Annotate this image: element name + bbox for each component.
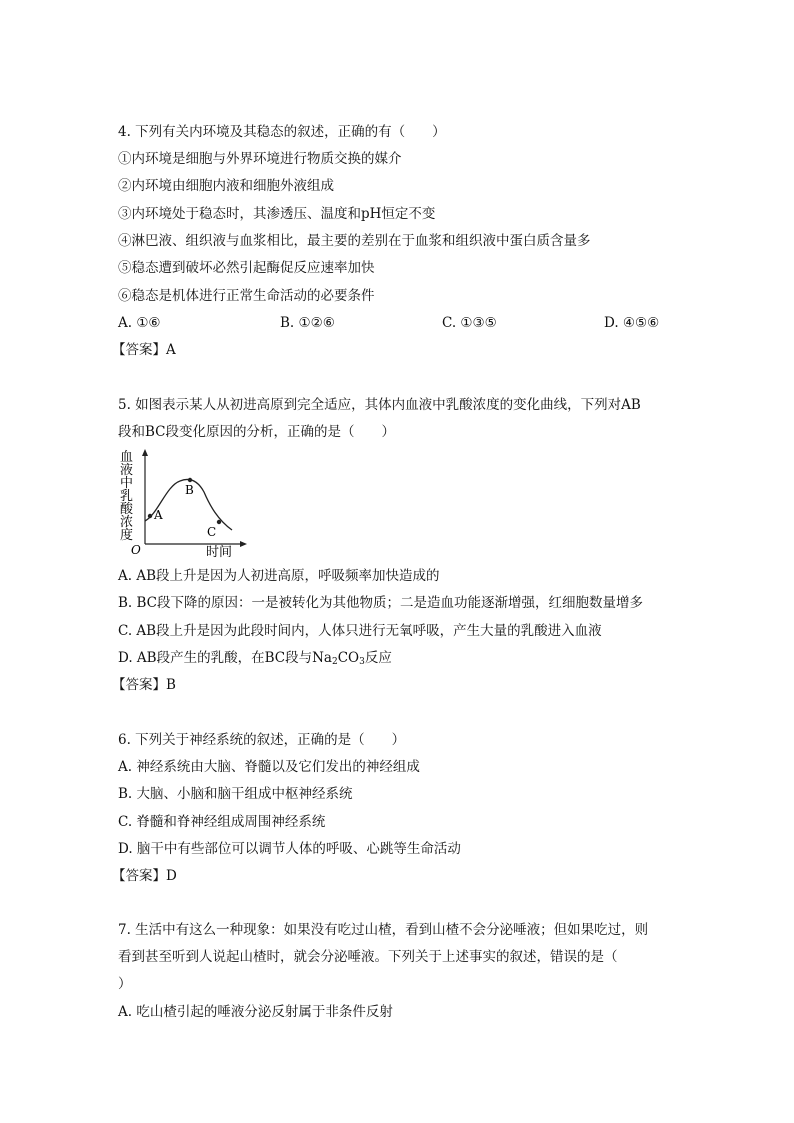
origin-label: O: [131, 543, 141, 557]
q6-option-c: C. 脊髓和脊神经组成周围神经系统: [118, 814, 326, 830]
point-c-label: C: [207, 525, 217, 539]
y-label-char: 中: [120, 476, 134, 491]
q4-item-2: ②内环境由细胞内液和细胞外液组成: [118, 178, 334, 194]
y-label-char: 乳: [120, 489, 134, 504]
q5-answer: 【答案】B: [112, 677, 176, 693]
q5-stem-line2: 段和BC段变化原因的分析，正确的是（ ）: [118, 424, 395, 440]
q4-answer: 【答案】A: [112, 342, 176, 358]
q4-option-d: D. ④⑤⑥: [604, 315, 660, 331]
q5-option-c: C. AB段上升是因为此段时间内，人体只进行无氧呼吸，产生大量的乳酸进入血液: [118, 623, 602, 639]
y-label-char: 液: [120, 463, 134, 478]
q6-option-a: A. 神经系统由大脑、脊髓以及它们发出的神经组成: [118, 759, 420, 775]
q4-item-4: ④淋巴液、组织液与血浆相比，最主要的差别在于血浆和组织液中蛋白质含量多: [118, 233, 591, 249]
q7-option-a: A. 吃山楂引起的唾液分泌反射属于非条件反射: [118, 1004, 393, 1020]
point-b-label: B: [185, 483, 194, 497]
y-label-char: 浓: [120, 515, 134, 530]
q4-item-6: ⑥稳态是机体进行正常生命活动的必要条件: [118, 288, 375, 304]
y-label-char: 酸: [120, 502, 134, 517]
q5-option-d: D. AB段产生的乳酸，在BC段与$Na_2CO_3$反应: [118, 650, 392, 667]
q6-stem: 6. 下列关于神经系统的叙述，正确的是（ ）: [118, 732, 406, 748]
q6-option-d: D. 脑干中有些部位可以调节人体的呼吸、心跳等生命活动: [118, 841, 461, 857]
x-axis-label: 时间: [206, 545, 233, 560]
q4-option-b: B. ①②⑥: [280, 315, 335, 331]
q6-option-b: B. 大脑、小脑和脑干组成中枢神经系统: [118, 786, 353, 802]
q5-option-a: A. AB段上升是因为人初进高原，呼吸频率加快造成的: [118, 568, 440, 584]
q5-option-b: B. BC段下降的原因：一是被转化为其他物质；二是造血功能逐渐增强，红细胞数量增多: [118, 595, 644, 611]
y-label-char: 血: [120, 450, 134, 465]
q4-item-1: ①内环境是细胞与外界环境进行物质交换的媒介: [118, 151, 402, 167]
point-c: [217, 520, 221, 524]
lactic-acid-curve-figure: [118, 448, 248, 560]
q7-stem-line2: 看到甚至听到人说起山楂时，就会分泌唾液。下列关于上述事实的叙述，错误的是（: [118, 949, 618, 965]
point-b: [188, 478, 192, 482]
point-a: [148, 514, 152, 518]
q5-stem-line1: 5. 如图表示某人从初进高原到完全适应，其体内血液中乳酸浓度的变化曲线，下列对AB: [118, 397, 641, 413]
q6-answer: 【答案】D: [112, 868, 177, 884]
q4-stem: 4. 下列有关内环境及其稳态的叙述，正确的有（ ）: [118, 124, 446, 140]
x-axis-arrow: [240, 541, 247, 547]
y-label-char: 度: [120, 528, 134, 543]
q4-option-a: A. ①⑥: [118, 315, 161, 331]
q4-option-c: C. ①③⑤: [442, 315, 497, 331]
q7-stem-line1: 7. 生活中有这么一种现象：如果没有吃过山楂，看到山楂不会分泌唾液；但如果吃过，则: [118, 922, 649, 938]
y-axis-arrow: [142, 449, 148, 456]
q4-item-5: ⑤稳态遭到破坏必然引起酶促反应速率加快: [118, 260, 375, 276]
q4-item-3: ③内环境处于稳态时，其渗透压、温度和pH恒定不变: [118, 206, 436, 222]
q7-stem-line3: ）: [118, 976, 132, 992]
point-a-label: A: [154, 508, 163, 522]
